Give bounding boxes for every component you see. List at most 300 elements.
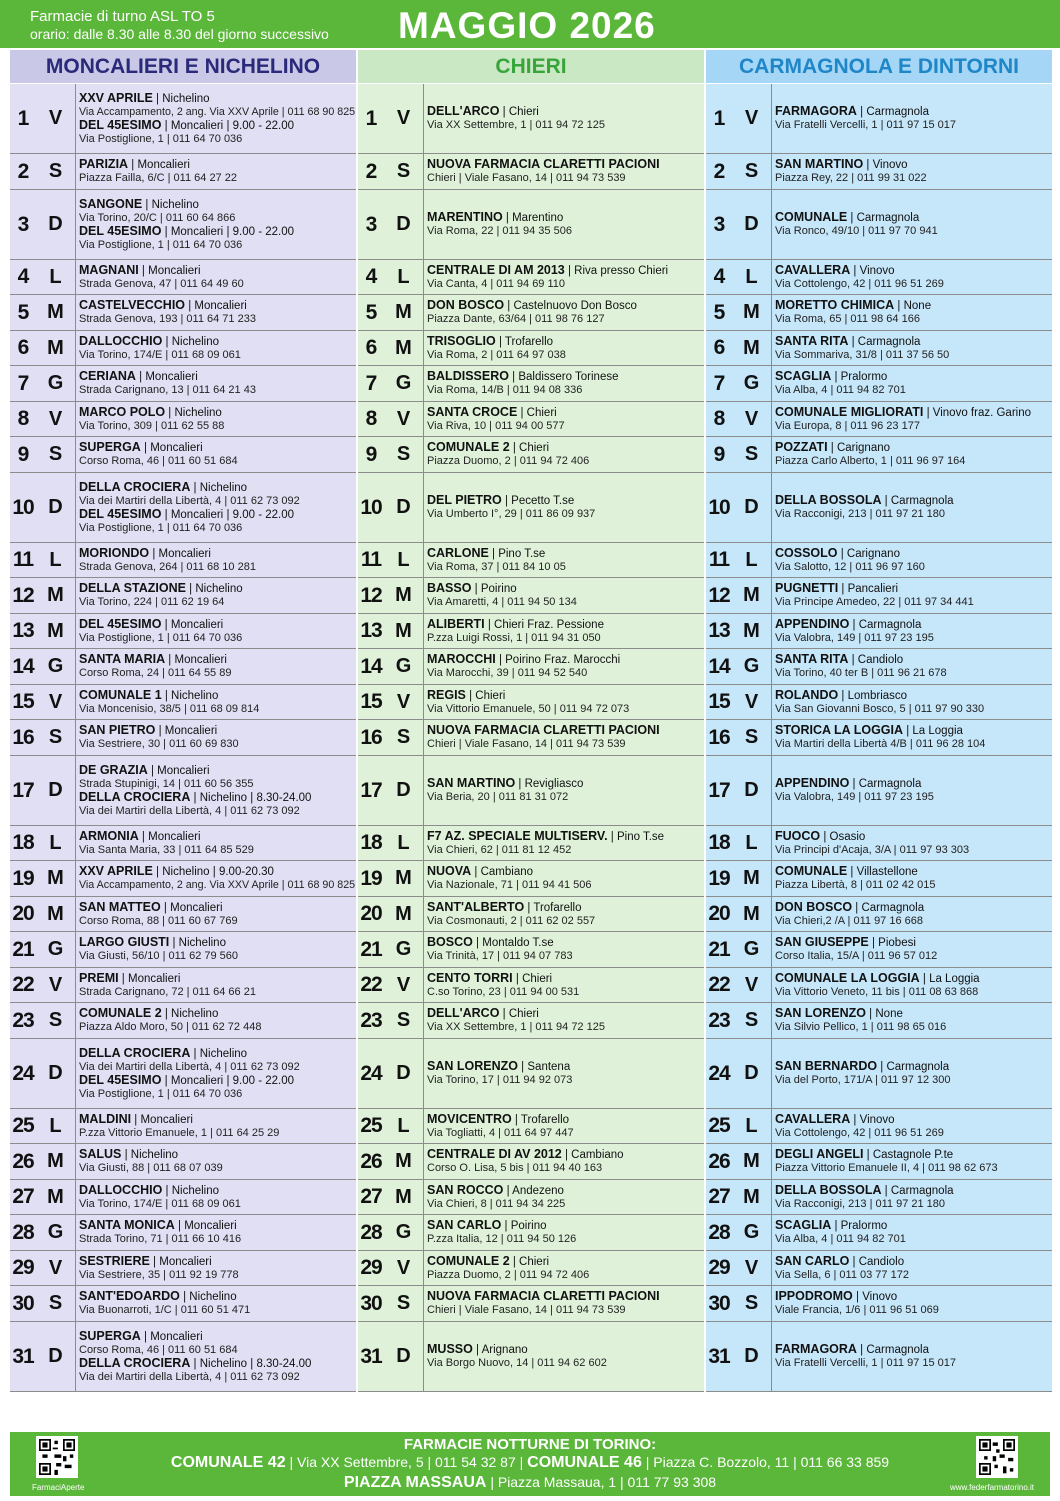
pharmacy-name: CASTELVECCHIO	[79, 299, 186, 313]
pharmacy-name: APPENDINO	[775, 617, 850, 631]
pharmacy-location: Chieri	[522, 972, 553, 985]
pharmacy-location: Carmagnola	[856, 212, 920, 225]
pharmacy-entry[interactable]	[775, 1148, 1052, 1175]
pharmacy-heading: BASSO | Poirino	[427, 582, 517, 596]
weekday-letter: M	[36, 1144, 76, 1179]
day-row	[358, 897, 704, 932]
pharmacy-entry[interactable]	[79, 791, 356, 818]
pharmacy-entry[interactable]	[775, 689, 1052, 716]
pharmacy-location: Carmagnola	[890, 495, 954, 508]
pharmacy-entry[interactable]	[79, 724, 356, 751]
pharmacy-name: MARENTINO	[427, 211, 503, 225]
pharmacy-entry[interactable]	[775, 936, 1052, 963]
pharmacy-address: Strada Genova, 47 | 011 64 49 60	[79, 277, 244, 290]
pharmacy-entry[interactable]	[79, 92, 356, 119]
pharmacy-name: SAN CARLO	[427, 1219, 502, 1233]
pharmacy-list	[424, 473, 704, 542]
day-number: 22	[360, 973, 382, 996]
pharmacy-heading: REGIS | Chieri	[427, 688, 506, 702]
pharmacy-address: Strada Genova, 264 | 011 68 10 281	[79, 560, 256, 573]
pharmacy-address: Via Salotto, 12 | 011 96 97 160	[775, 560, 925, 573]
day-row	[706, 826, 1052, 861]
pharmacy-entry[interactable]	[79, 1357, 356, 1384]
pharmacy-name: NUOVA FARMACIA CLARETTI PACIONI	[427, 158, 660, 172]
pharmacy-address: Via Fratelli Vercelli, 1 | 011 97 15 017	[775, 1357, 957, 1370]
asl-label: Farmacie di turno ASL TO 5	[30, 8, 215, 25]
pharmacy-entry[interactable]	[775, 972, 1052, 999]
pharmacy-entry[interactable]	[775, 1219, 1052, 1246]
pharmacy-entry[interactable]	[427, 494, 704, 521]
pharmacy-heading: SANT'EDOARDO | Nichelino	[79, 1290, 237, 1304]
pharmacy-entry[interactable]	[427, 582, 704, 609]
pharmacy-entry[interactable]	[427, 1255, 704, 1282]
pharmacy-address: P.zza Italia, 12 | 011 94 50 126	[427, 1233, 577, 1246]
pharmacy-entry[interactable]	[79, 936, 356, 963]
pharmacy-entry[interactable]	[775, 1007, 1052, 1034]
pharmacy-name: ROLANDO	[775, 688, 839, 702]
pharmacy-name: SAN ROCCO	[427, 1183, 504, 1197]
pharmacy-location: Pino T.se	[498, 547, 546, 560]
pharmacy-address: Piazza Duomo, 2 | 011 94 72 406	[427, 1268, 590, 1281]
pharmacy-entry[interactable]	[775, 105, 1052, 132]
pharmacy-entry[interactable]	[427, 724, 704, 751]
weekday-letter: L	[36, 543, 76, 577]
pharmacy-location: Moncalieri	[145, 371, 198, 384]
pharmacy-entry[interactable]	[427, 441, 704, 468]
pharmacy-entry[interactable]	[427, 689, 704, 716]
pharmacy-list	[772, 154, 1052, 189]
day-row	[10, 826, 356, 861]
pharmacy-entry[interactable]	[427, 406, 704, 433]
pharmacy-entry[interactable]	[427, 335, 704, 362]
pharmacy-location: Riva presso Chieri	[574, 264, 669, 277]
night-pharmacy-2-addr: Piazza C. Bozzolo, 11 | 011 66 33 859	[653, 1454, 890, 1470]
pharmacy-name: COMUNALE LA LOGGIA	[775, 971, 920, 985]
pharmacy-entry[interactable]	[775, 1290, 1052, 1317]
pharmacy-entry[interactable]	[427, 370, 704, 397]
pharmacy-list	[772, 826, 1052, 860]
day-number: 10	[708, 495, 730, 519]
pharmacy-name: SAN BERNARDO	[775, 1060, 878, 1074]
pharmacy-entry[interactable]	[427, 1290, 704, 1317]
day-row	[10, 366, 356, 402]
pharmacy-heading: DEGLI ANGELI | Castagnole P.te	[775, 1148, 954, 1162]
pharmacy-address: Via Postiglione, 1 | 011 64 70 036	[79, 238, 243, 251]
pharmacy-location: Nichelino	[162, 866, 210, 879]
pharmacy-heading: SALUS | Nichelino	[79, 1148, 179, 1162]
weekday-letter: S	[384, 437, 424, 472]
pharmacy-entry[interactable]	[427, 264, 704, 291]
pharmacy-entry[interactable]	[775, 335, 1052, 362]
pharmacy-name: BOSCO	[427, 936, 473, 950]
pharmacy-entry[interactable]	[427, 1184, 704, 1211]
qr-code-right[interactable]	[976, 1436, 1018, 1478]
day-row	[10, 84, 356, 154]
pharmacy-name: DELLA CROCIERA	[79, 790, 191, 804]
pharmacy-list	[772, 84, 1052, 153]
pharmacy-heading: DEL 45ESIMO | Moncalieri | 9.00 - 22.00	[79, 224, 295, 238]
pharmacy-entry[interactable]	[79, 441, 356, 468]
day-number: 6	[713, 336, 725, 359]
pharmacy-entry[interactable]	[79, 653, 356, 680]
pharmacy-name: SALUS	[79, 1148, 122, 1162]
pharmacy-entry[interactable]	[427, 1343, 704, 1370]
pharmacy-name: XXV APRILE	[79, 92, 153, 105]
pharmacy-location: Candiolo	[857, 654, 904, 667]
pharmacy-name: DELLA BOSSOLA	[775, 494, 882, 508]
pharmacy-entry[interactable]	[79, 264, 356, 291]
day-number: 25	[360, 1114, 382, 1137]
pharmacy-address: Corso Roma, 24 | 011 64 55 89	[79, 667, 232, 680]
pharmacy-entry[interactable]	[775, 582, 1052, 609]
night-pharmacy-1-addr: Via XX Settembre, 5 | 011 54 32 87	[297, 1454, 516, 1470]
pharmacy-hours: 8.30-24.00	[256, 1357, 312, 1370]
pharmacy-entry[interactable]	[79, 198, 356, 225]
pharmacy-name: MORETTO CHIMICA	[775, 299, 895, 313]
pharmacy-entry[interactable]	[775, 370, 1052, 397]
weekday-letter: M	[732, 1180, 772, 1214]
day-number: 27	[12, 1185, 34, 1208]
pharmacy-entry[interactable]	[79, 1113, 356, 1140]
pharmacy-heading: DON BOSCO | Carmagnola	[775, 900, 925, 914]
pharmacy-hours: 9.00 - 22.00	[232, 1074, 295, 1087]
pharmacy-entry[interactable]	[775, 547, 1052, 574]
day-number: 14	[360, 654, 382, 678]
pharmacy-name: DELLA CROCIERA	[79, 481, 191, 494]
column-chieri	[358, 84, 704, 1392]
pharmacy-list	[424, 84, 704, 153]
pharmacy-location: Pecetto T.se	[511, 495, 575, 508]
pharmacy-location: Chieri	[519, 442, 550, 455]
pharmacy-entry[interactable]	[775, 830, 1052, 857]
pharmacy-entry[interactable]	[427, 830, 704, 857]
day-number: 26	[708, 1149, 730, 1173]
weekday-letter: S	[732, 720, 772, 755]
weekday-letter: V	[36, 1251, 76, 1285]
pharmacy-address: Via Torino, 17 | 011 94 92 073	[427, 1074, 573, 1087]
pharmacy-name: MUSSO	[427, 1343, 473, 1357]
pharmacy-entry[interactable]	[775, 724, 1052, 751]
day-row	[10, 614, 356, 649]
pharmacy-name: BASSO	[427, 582, 472, 596]
pharmacy-heading: DEL 45ESIMO | Moncalieri | 9.00 - 22.00	[79, 118, 295, 132]
pharmacy-entry[interactable]	[775, 211, 1052, 238]
pharmacy-entry[interactable]	[79, 1148, 356, 1175]
day-row	[706, 1109, 1052, 1144]
pharmacy-entry[interactable]	[79, 1047, 356, 1074]
day-row	[706, 1286, 1052, 1322]
pharmacy-name: SAN MARTINO	[427, 777, 516, 791]
weekday-letter: M	[384, 331, 424, 365]
pharmacy-entry[interactable]	[775, 1113, 1052, 1140]
weekday-letter: V	[384, 402, 424, 436]
pharmacy-address: Via Amaretti, 4 | 011 94 50 134	[427, 596, 577, 609]
day-row	[358, 1144, 704, 1180]
pharmacy-location: Nichelino	[171, 1184, 220, 1197]
day-number: 11	[360, 548, 382, 571]
day-number: 13	[708, 619, 730, 642]
pharmacy-name: DEL 45ESIMO	[79, 617, 162, 631]
day-number: 27	[708, 1185, 730, 1208]
pharmacy-entry[interactable]	[79, 1074, 356, 1101]
pharmacy-heading: CERIANA | Moncalieri	[79, 370, 198, 384]
pharmacy-entry[interactable]	[775, 618, 1052, 645]
weekday-letter: M	[36, 295, 76, 330]
day-number: 3	[17, 212, 29, 236]
pharmacy-location: Moncalieri	[137, 159, 190, 172]
pharmacy-location: Marentino	[512, 212, 564, 225]
page-title: MAGGIO 2026	[398, 5, 656, 46]
pharmacy-heading: DELLA BOSSOLA | Carmagnola	[775, 1183, 954, 1197]
pharmacy-address: Piazza Failla, 6/C | 011 64 27 22	[79, 172, 237, 185]
day-number: 17	[708, 778, 730, 802]
pharmacy-entry[interactable]	[427, 1219, 704, 1246]
pharmacy-entry[interactable]	[427, 211, 704, 238]
day-number: 23	[708, 1008, 730, 1032]
pharmacy-address: Chieri | Viale Fasano, 14 | 011 94 73 539	[427, 1304, 626, 1317]
pharmacy-heading: SUPERGA | Moncalieri	[79, 441, 203, 455]
day-number: 20	[12, 902, 34, 925]
pharmacy-name: DEL 45ESIMO	[79, 224, 162, 238]
pharmacy-list	[76, 897, 356, 931]
weekday-letter: G	[384, 932, 424, 967]
pharmacy-entry[interactable]	[427, 158, 704, 185]
pharmacy-name: DON BOSCO	[427, 299, 505, 313]
pharmacy-list	[76, 84, 356, 153]
pharmacy-name: F7 AZ. SPECIALE MULTISERV.	[427, 829, 608, 843]
pharmacy-entry[interactable]	[79, 901, 356, 928]
day-row	[358, 260, 704, 295]
pharmacy-entry[interactable]	[79, 158, 356, 185]
pharmacy-name: SAN LORENZO	[775, 1007, 866, 1021]
pharmacy-entry[interactable]	[427, 653, 704, 680]
day-number: 23	[360, 1008, 382, 1032]
pharmacy-address: Via Accampamento, 2 ang. Via XXV Aprile | 011 68 90 825	[79, 106, 356, 118]
pharmacy-heading: SAN CARLO | Poirino	[427, 1219, 547, 1233]
weekday-letter: D	[732, 1322, 772, 1391]
day-number: 30	[708, 1291, 730, 1315]
day-row	[706, 897, 1052, 932]
pharmacy-heading: DEL 45ESIMO | Moncalieri | 9.00 - 22.00	[79, 507, 295, 521]
pharmacy-heading: LARGO GIUSTI | Nichelino	[79, 936, 226, 950]
pharmacy-entry[interactable]	[427, 865, 704, 892]
pharmacy-heading: SAN GIUSEPPE | Piobesi	[775, 936, 916, 950]
pharmacy-entry[interactable]	[427, 105, 704, 132]
pharmacy-heading: APPENDINO | Carmagnola	[775, 777, 922, 791]
pharmacy-address: Chieri | Viale Fasano, 14 | 011 94 73 539	[427, 738, 626, 751]
pharmacy-entry[interactable]	[775, 441, 1052, 468]
pharmacy-address: Via Cosmonauti, 2 | 011 62 02 557	[427, 914, 596, 927]
pharmacy-address: Via Silvio Pellico, 1 | 011 98 65 016	[775, 1021, 947, 1034]
pharmacy-location: None	[875, 1008, 903, 1021]
weekday-letter: S	[732, 154, 772, 189]
pharmacy-name: PARIZIA	[79, 158, 129, 172]
weekday-letter: D	[36, 1039, 76, 1108]
pharmacy-name: CENTO TORRI	[427, 971, 513, 985]
pharmacy-entry[interactable]	[79, 830, 356, 857]
pharmacy-entry[interactable]	[427, 618, 704, 645]
pharmacy-name: NUOVA	[427, 865, 472, 879]
day-number: 25	[708, 1114, 730, 1137]
pharmacy-entry[interactable]	[427, 299, 704, 326]
pharmacy-heading: COMUNALE 2 | Chieri	[427, 441, 550, 455]
pharmacy-entry[interactable]	[427, 547, 704, 574]
day-row	[706, 366, 1052, 402]
pharmacy-entry[interactable]	[427, 1148, 704, 1175]
day-number: 13	[12, 619, 34, 642]
pharmacy-entry[interactable]	[775, 1060, 1052, 1087]
pharmacy-entry[interactable]	[79, 1290, 356, 1317]
pharmacy-entry[interactable]	[427, 972, 704, 999]
pharmacy-entry[interactable]	[775, 1343, 1052, 1370]
pharmacy-address: Via Racconigi, 213 | 011 97 21 180	[775, 508, 946, 521]
pharmacy-location: Villastellone	[856, 866, 918, 879]
day-row	[706, 1322, 1052, 1392]
day-number: 30	[12, 1291, 34, 1315]
day-number: 24	[360, 1061, 382, 1085]
pharmacy-heading: DEL 45ESIMO | Moncalieri | 9.00 - 22.00	[79, 1073, 295, 1087]
pharmacy-name: DELLA BOSSOLA	[775, 1183, 882, 1197]
day-row	[706, 968, 1052, 1003]
pharmacy-list	[76, 1180, 356, 1214]
day-row	[10, 402, 356, 437]
pharmacy-list	[772, 1003, 1052, 1038]
pharmacy-list	[76, 1039, 356, 1108]
pharmacy-entry[interactable]	[79, 547, 356, 574]
pharmacy-entry[interactable]	[79, 1184, 356, 1211]
pharmacy-entry[interactable]	[775, 1184, 1052, 1211]
pharmacy-entry[interactable]	[79, 865, 356, 892]
pharmacy-entry[interactable]	[79, 508, 356, 535]
pharmacy-entry[interactable]	[79, 370, 356, 397]
pharmacy-entry[interactable]	[775, 406, 1052, 433]
weekday-letter: L	[384, 543, 424, 577]
pharmacy-entry[interactable]	[79, 119, 356, 146]
day-number: 25	[12, 1114, 34, 1137]
pharmacy-name: DEL PIETRO	[427, 494, 502, 508]
pharmacy-list	[772, 720, 1052, 755]
pharmacy-entry[interactable]	[79, 618, 356, 645]
weekday-letter: M	[732, 295, 772, 330]
pharmacy-entry[interactable]	[775, 158, 1052, 185]
pharmacy-list	[76, 649, 356, 684]
pharmacy-entry[interactable]	[775, 901, 1052, 928]
pharmacy-location: Nichelino	[171, 335, 220, 348]
day-number: 6	[365, 336, 377, 359]
pharmacy-entry[interactable]	[79, 1007, 356, 1034]
pharmacy-list	[772, 578, 1052, 613]
pharmacy-list	[424, 1215, 704, 1250]
pharmacy-entry[interactable]	[79, 1330, 356, 1357]
pharmacy-entry[interactable]	[775, 653, 1052, 680]
pharmacy-entry[interactable]	[427, 1007, 704, 1034]
day-number: 10	[12, 495, 34, 519]
day-number: 15	[708, 690, 730, 713]
pharmacy-entry[interactable]	[79, 406, 356, 433]
day-row	[358, 154, 704, 190]
day-number: 15	[12, 690, 34, 713]
pharmacy-entry[interactable]	[427, 936, 704, 963]
pharmacy-entry[interactable]	[79, 299, 356, 326]
weekday-letter: D	[732, 1039, 772, 1108]
pharmacy-location: Vinovo	[872, 159, 908, 172]
pharmacy-name: CERIANA	[79, 370, 136, 384]
pharmacy-entry[interactable]	[427, 901, 704, 928]
pharmacy-address: Piazza Dante, 63/64 | 011 98 76 127	[427, 313, 605, 326]
pharmacy-heading: SAN CARLO | Candiolo	[775, 1254, 905, 1268]
pharmacy-heading: SCAGLIA | Pralormo	[775, 370, 888, 384]
day-row	[706, 260, 1052, 295]
pharmacy-entry[interactable]	[427, 1113, 704, 1140]
pharmacy-list	[772, 1180, 1052, 1214]
pharmacy-heading: DELLA CROCIERA | Nichelino | 8.30-24.00	[79, 1356, 312, 1370]
pharmacy-list	[76, 1286, 356, 1321]
pharmacy-entry[interactable]	[79, 1219, 356, 1246]
pharmacy-address: Via Cottolengo, 42 | 011 96 51 269	[775, 1126, 944, 1139]
pharmacy-entry[interactable]	[79, 764, 356, 791]
pharmacy-address: Strada Stupinigi, 14 | 011 60 56 355	[79, 778, 254, 790]
day-number: 1	[17, 106, 29, 130]
pharmacy-entry[interactable]	[79, 689, 356, 716]
day-number: 8	[17, 407, 29, 430]
pharmacy-list	[772, 1144, 1052, 1179]
pharmacy-list	[76, 366, 356, 401]
pharmacy-heading: SAN MARTINO | Revigliasco	[427, 777, 584, 791]
pharmacy-list	[76, 295, 356, 330]
pharmacy-location: Trofarello	[504, 335, 554, 348]
pharmacy-name: DEL 45ESIMO	[79, 118, 162, 132]
pharmacy-entry[interactable]	[775, 299, 1052, 326]
pharmacy-list	[76, 685, 356, 719]
pharmacy-entry[interactable]	[427, 777, 704, 804]
day-number: 5	[713, 300, 725, 324]
pharmacy-location: Moncalieri	[170, 508, 224, 521]
weekday-letter: L	[732, 543, 772, 577]
pharmacy-entry[interactable]	[79, 481, 356, 508]
day-number: 18	[708, 831, 730, 854]
weekday-letter: V	[732, 1251, 772, 1285]
pharmacy-location: Trofarello	[533, 901, 582, 914]
pharmacy-address: Via dei Martiri della Libertà, 4 | 011 62 73 092	[79, 1061, 300, 1073]
pharmacy-entry[interactable]	[79, 335, 356, 362]
pharmacy-name: NUOVA FARMACIA CLARETTI PACIONI	[427, 1290, 660, 1304]
pharmacy-location: Moncalieri	[148, 264, 201, 277]
day-number: 8	[365, 407, 377, 430]
pharmacy-entry[interactable]	[775, 264, 1052, 291]
pharmacy-entry[interactable]	[775, 494, 1052, 521]
weekday-letter: M	[732, 861, 772, 896]
pharmacy-entry[interactable]	[427, 1060, 704, 1087]
pharmacy-location: Moncalieri	[194, 300, 247, 313]
pharmacy-entry[interactable]	[79, 582, 356, 609]
pharmacy-location: Piobesi	[878, 937, 916, 950]
weekday-letter: D	[384, 1039, 424, 1108]
pharmacy-location: Vinovo	[859, 1113, 895, 1126]
pharmacy-name: COMUNALE 1	[79, 688, 162, 702]
day-number: 29	[708, 1256, 730, 1279]
weekday-letter: D	[36, 756, 76, 825]
day-row	[706, 1039, 1052, 1109]
pharmacy-entry[interactable]	[775, 865, 1052, 892]
pharmacy-entry[interactable]	[79, 972, 356, 999]
pharmacy-entry[interactable]	[775, 777, 1052, 804]
pharmacy-heading: MALDINI | Moncalieri	[79, 1112, 193, 1126]
weekday-letter: G	[732, 932, 772, 967]
pharmacy-entry[interactable]	[79, 225, 356, 252]
day-number: 16	[12, 725, 34, 749]
pharmacy-entry[interactable]	[79, 1255, 356, 1282]
pharmacy-entry[interactable]	[775, 1255, 1052, 1282]
